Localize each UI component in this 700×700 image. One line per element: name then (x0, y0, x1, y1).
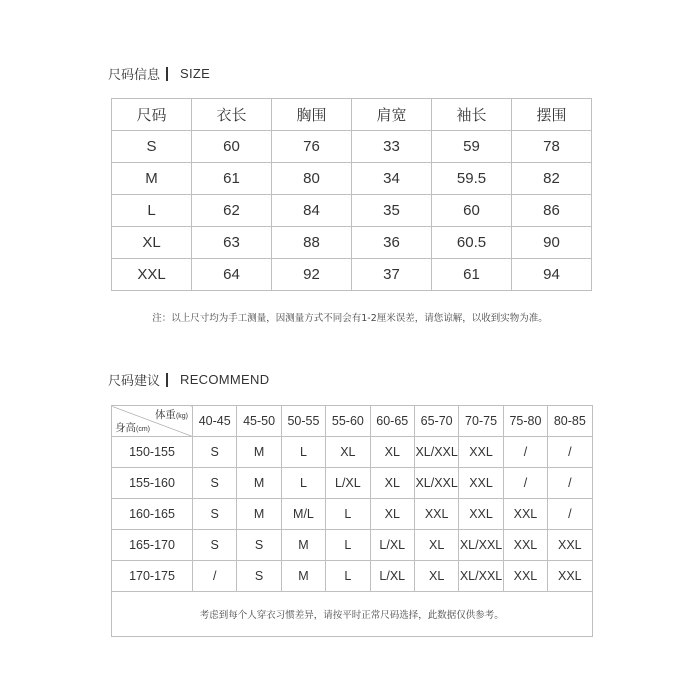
recommended-size-cell: / (193, 561, 237, 592)
height-range-cell: 160-165 (112, 499, 193, 530)
size-header-cell: 尺码 (112, 99, 192, 131)
recommended-size-cell: M/L (281, 499, 325, 530)
recommend-title-cn: 尺码建议 (108, 374, 161, 389)
recommended-size-cell: XL (370, 437, 414, 468)
size-value-cell: 62 (192, 195, 272, 227)
size-label-cell: XXL (112, 259, 192, 291)
size-label-cell: S (112, 131, 192, 163)
size-value-cell: 60 (432, 195, 512, 227)
weight-range-header: 50-55 (281, 406, 325, 437)
recommended-size-cell: L (326, 499, 370, 530)
table-row (112, 227, 592, 259)
size-value-cell: 82 (512, 163, 592, 195)
recommended-size-cell: M (237, 437, 281, 468)
size-title-cn: 尺码信息 (108, 68, 161, 83)
table-row (112, 437, 593, 468)
recommended-size-cell: XXL (503, 561, 547, 592)
recommended-size-cell: S (193, 437, 237, 468)
recommended-size-cell: XXL (503, 499, 547, 530)
weight-range-header: 80-85 (548, 406, 592, 437)
recommended-size-cell: XL/XXL (459, 530, 503, 561)
recommended-size-cell: XL/XXL (414, 468, 458, 499)
size-value-cell: 35 (352, 195, 432, 227)
size-table (111, 98, 592, 291)
recommend-table-header-row (112, 406, 593, 437)
recommended-size-cell: / (548, 468, 592, 499)
weight-range-header: 75-80 (503, 406, 547, 437)
recommended-size-cell: / (503, 437, 547, 468)
recommended-size-cell: XXL (548, 530, 592, 561)
table-row (112, 468, 593, 499)
recommended-size-cell: L/XL (326, 468, 370, 499)
corner-height-label: 身高(cm) (115, 422, 150, 434)
recommended-size-cell: M (237, 468, 281, 499)
recommended-size-cell: XL (414, 530, 458, 561)
recommended-size-cell: XL/XXL (459, 561, 503, 592)
table-row (112, 131, 592, 163)
recommended-size-cell: / (503, 468, 547, 499)
size-value-cell: 61 (192, 163, 272, 195)
size-value-cell: 88 (272, 227, 352, 259)
height-range-cell: 170-175 (112, 561, 193, 592)
size-value-cell: 60.5 (432, 227, 512, 259)
recommended-size-cell: XXL (459, 499, 503, 530)
size-value-cell: 76 (272, 131, 352, 163)
table-row (112, 530, 593, 561)
recommend-section-title (108, 370, 269, 389)
recommended-size-cell: L (326, 530, 370, 561)
recommended-size-cell: S (193, 530, 237, 561)
height-range-cell: 155-160 (112, 468, 193, 499)
recommended-size-cell: M (281, 561, 325, 592)
size-value-cell: 90 (512, 227, 592, 259)
table-corner-cell (112, 406, 193, 437)
measurement-note: 注：以上尺寸均为手工测量，因测量方式不同会有1-2厘米误差，请您谅解，以收到实物为准。 (152, 313, 548, 324)
recommended-size-cell: L (326, 561, 370, 592)
size-header-cell: 胸围 (272, 99, 352, 131)
recommended-size-cell: XXL (459, 468, 503, 499)
size-header-cell: 肩宽 (352, 99, 432, 131)
size-value-cell: 64 (192, 259, 272, 291)
recommended-size-cell: M (237, 499, 281, 530)
size-header-cell: 摆围 (512, 99, 592, 131)
recommended-size-cell: L/XL (370, 530, 414, 561)
recommended-size-cell: L (281, 468, 325, 499)
size-value-cell: 59.5 (432, 163, 512, 195)
corner-weight-label: 体重(kg) (154, 409, 188, 421)
size-label-cell: L (112, 195, 192, 227)
weight-range-header: 60-65 (370, 406, 414, 437)
recommended-size-cell: / (548, 499, 592, 530)
height-range-cell: 150-155 (112, 437, 193, 468)
size-value-cell: 63 (192, 227, 272, 259)
title-divider (166, 373, 168, 387)
size-value-cell: 37 (352, 259, 432, 291)
size-label-cell: XL (112, 227, 192, 259)
table-row (112, 561, 593, 592)
weight-range-header: 40-45 (193, 406, 237, 437)
size-value-cell: 92 (272, 259, 352, 291)
recommended-size-cell: XL (370, 499, 414, 530)
recommended-size-cell: XXL (414, 499, 458, 530)
recommend-table (111, 405, 593, 637)
size-header-cell: 衣长 (192, 99, 272, 131)
table-row (112, 499, 593, 530)
recommended-size-cell: S (193, 468, 237, 499)
size-value-cell: 78 (512, 131, 592, 163)
recommended-size-cell: S (193, 499, 237, 530)
table-row (112, 163, 592, 195)
recommended-size-cell: XL (326, 437, 370, 468)
size-value-cell: 86 (512, 195, 592, 227)
size-value-cell: 61 (432, 259, 512, 291)
recommend-footer-note: 考虑到每个人穿衣习惯差异，请按平时正常尺码选择，此数据仅供参考。 (112, 592, 593, 637)
recommended-size-cell: XXL (503, 530, 547, 561)
title-divider (166, 67, 168, 81)
size-table-header-row (112, 99, 592, 131)
weight-range-header: 45-50 (237, 406, 281, 437)
size-header-cell: 袖长 (432, 99, 512, 131)
size-value-cell: 80 (272, 163, 352, 195)
recommended-size-cell: XL (414, 561, 458, 592)
size-value-cell: 84 (272, 195, 352, 227)
recommended-size-cell: S (237, 561, 281, 592)
size-value-cell: 36 (352, 227, 432, 259)
size-value-cell: 60 (192, 131, 272, 163)
recommended-size-cell: L/XL (370, 561, 414, 592)
table-row (112, 195, 592, 227)
size-section-title (108, 64, 210, 83)
recommended-size-cell: XL/XXL (414, 437, 458, 468)
recommended-size-cell: XL (370, 468, 414, 499)
size-label-cell: M (112, 163, 192, 195)
size-value-cell: 94 (512, 259, 592, 291)
recommended-size-cell: XXL (459, 437, 503, 468)
table-row (112, 259, 592, 291)
size-value-cell: 34 (352, 163, 432, 195)
height-range-cell: 165-170 (112, 530, 193, 561)
recommended-size-cell: XXL (548, 561, 592, 592)
recommend-title-en: RECOMMEND (180, 372, 270, 387)
size-value-cell: 59 (432, 131, 512, 163)
weight-range-header: 70-75 (459, 406, 503, 437)
recommended-size-cell: / (548, 437, 592, 468)
recommended-size-cell: L (281, 437, 325, 468)
size-title-en: SIZE (180, 66, 211, 81)
size-value-cell: 33 (352, 131, 432, 163)
recommended-size-cell: M (281, 530, 325, 561)
recommended-size-cell: S (237, 530, 281, 561)
weight-range-header: 55-60 (326, 406, 370, 437)
weight-range-header: 65-70 (414, 406, 458, 437)
